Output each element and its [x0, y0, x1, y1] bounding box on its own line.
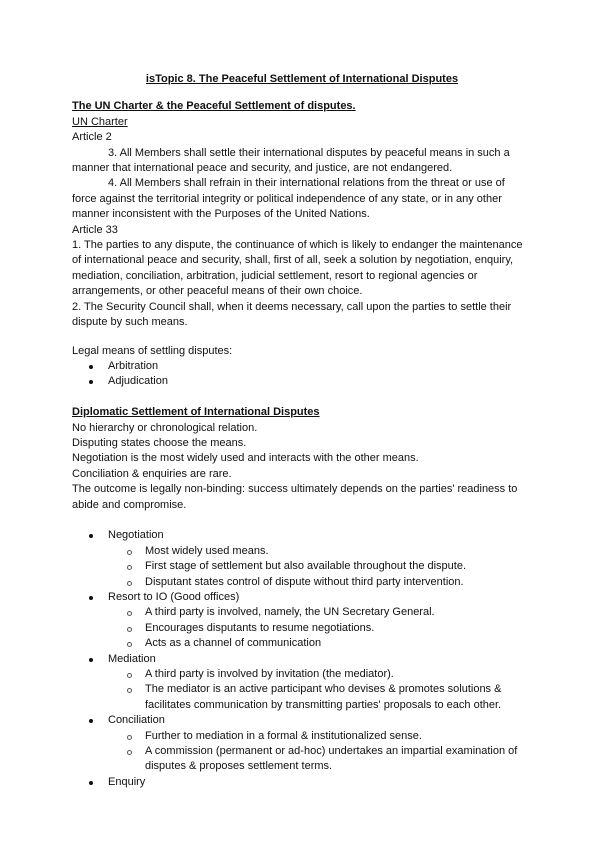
list-item-conciliation: Conciliation: [72, 713, 532, 728]
text-line: Negotiation is the most widely used and interacts with the other means.: [72, 452, 419, 465]
sub-list-item: The mediator is an active participant who devises & promotes solutions & facilitates communication by transmitting parties' proposals to each other.: [72, 682, 532, 713]
list-item-mediation: Mediation: [72, 652, 532, 667]
text-line: No hierarchy or chronological relation.: [72, 421, 258, 434]
subheading-un-charter: UN Charter: [72, 115, 128, 128]
list-item-enquiry: Enquiry: [72, 775, 532, 790]
list-item: Arbitration: [72, 359, 532, 374]
article-33-paragraph-2: 2. The Security Council shall, when it deems necessary, call upon the parties to settle their dispute by such means.: [72, 300, 512, 329]
article-33-label: Article 33: [72, 223, 118, 236]
document-title: isTopic 8. The Peaceful Settlement of International Disputes: [145, 73, 459, 85]
sub-list-item: Most widely used means.: [72, 544, 532, 559]
article-33-paragraph-1: 1. The parties to any dispute, the continuance of which is likely to endanger the maintenance of international peace and security, shall, first of all, seek a solution by negotiation, enquiry, mediation, conciliation, arbitration, judicial settlement, resort to regional agencies or arrangements, or other peaceful means of their own choice.: [72, 239, 523, 298]
sub-list-item: A third party is involved by invitation (the mediator).: [72, 667, 532, 682]
legal-means-list: [72, 359, 532, 390]
text-line: Conciliation & enquiries are rare.: [72, 467, 232, 480]
article-2-paragraph-4: 4. All Members shall refrain in their international relations from the threat or use of force against the territorial integrity or political independence of any state, or in any other manner inconsistent with the Purposes of the United Nations.: [72, 177, 505, 221]
section-heading-diplomatic: Diplomatic Settlement of International Disputes: [72, 406, 320, 419]
section-heading-un-charter: The UN Charter & the Peaceful Settlement of disputes.: [72, 100, 356, 113]
sub-list-item: Encourages disputants to resume negotiations.: [72, 621, 532, 636]
text-line: The outcome is legally non-binding: success ultimately depends on the parties' readiness to abide and compromise.: [72, 483, 518, 511]
list-item-good-offices: Resort to IO (Good offices): [72, 590, 532, 605]
sub-list-item: A third party is involved, namely, the UN Secretary General.: [72, 605, 532, 620]
article-2-paragraph-3: 3. All Members shall settle their international disputes by peaceful means in such a manner that international peace and security, and justice, are not endangered.: [72, 146, 510, 175]
article-2-label: Article 2: [72, 131, 112, 144]
sub-list-item: Acts as a channel of communication: [72, 636, 532, 651]
document-page: [72, 72, 532, 790]
sub-list-item: A commission (permanent or ad-hoc) undertakes an impartial examination of disputes & proposes settlement terms.: [72, 744, 532, 775]
legal-means-label: Legal means of settling disputes:: [72, 344, 233, 357]
list-item-negotiation: Negotiation: [72, 528, 532, 543]
list-item: Adjudication: [72, 374, 532, 389]
sub-list-item: Disputant states control of dispute without third party intervention.: [72, 575, 532, 590]
text-line: Disputing states choose the means.: [72, 436, 247, 449]
diplomatic-means-list: [72, 528, 532, 790]
sub-list-item: First stage of settlement but also available throughout the dispute.: [72, 559, 532, 574]
sub-list-item: Further to mediation in a formal & institutionalized sense.: [72, 729, 532, 744]
